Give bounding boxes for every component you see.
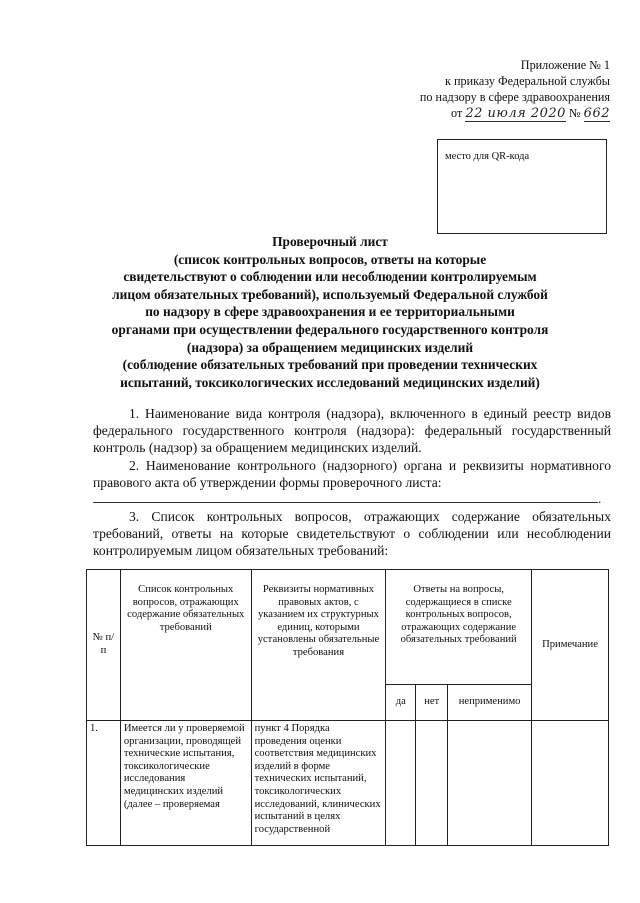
row-num: 1.: [87, 721, 121, 846]
item-2-paragraph: [93, 457, 611, 491]
header-not-applicable: неприменимо: [448, 685, 532, 721]
qr-box-label: место для QR-кода: [445, 151, 530, 162]
item-3-paragraph: [93, 508, 611, 560]
row-question: Имеется ли у проверяемой организации, проводящей технические испытания, токсикологические исследования медицинских изделий (далее – проверяемая: [120, 721, 251, 846]
handwritten-date: 22 июля 2020: [465, 106, 566, 121]
header-num: № п/п: [87, 570, 121, 721]
document-title: [60, 233, 600, 391]
title-line: органами при осуществлении федерального государственного контроля: [111, 321, 549, 337]
row-answer-not-applicable[interactable]: [448, 721, 532, 846]
from-label: от: [451, 106, 463, 120]
appendix-line-1: Приложение № 1: [520, 58, 610, 72]
title-line: (список контрольных вопросов, ответы на которые: [173, 251, 487, 267]
table-row: [87, 721, 609, 846]
appendix-line-3: по надзору в сфере здравоохранения: [419, 90, 610, 104]
item-3-text: 3. Список контрольных вопросов, отражающих содержание обязательных требований, ответы на которые свидетельствуют о соблюдении или несоблюдении контролируемым лицом обязательных требований:: [93, 509, 611, 559]
title-line: по надзору в сфере здравоохранения и ее территориальными: [145, 304, 515, 320]
row-note[interactable]: [532, 721, 609, 846]
checklist-table: [86, 569, 609, 846]
title-line: испытаний, токсикологических исследований медицинских изделий): [120, 374, 540, 390]
number-label: №: [568, 106, 581, 120]
title-line: (соблюдение обязательных требований при проведении технических: [122, 357, 538, 373]
qr-code-placeholder: [437, 139, 607, 234]
table-header-row: [87, 570, 609, 685]
header-answers: Ответы на вопросы, содержащиеся в списке контрольных вопросов, отражающих содержание обязательных требований: [386, 570, 532, 685]
title-line: свидетельствуют о соблюдении или несоблюдении контролируемым: [123, 269, 537, 285]
row-requisite: пункт 4 Порядка проведения оценки соответствия медицинских изделий в форме технических испытаний, токсикологических исследований, клинических испытаний в целях государственной: [251, 721, 386, 846]
handwritten-number: 662: [583, 106, 610, 121]
header-yes: да: [386, 685, 416, 721]
fill-in-line: [93, 502, 598, 503]
header-note: Примечание: [532, 570, 609, 721]
fill-line-period: .: [598, 491, 602, 506]
header-no: нет: [416, 685, 448, 721]
item-1-paragraph: [93, 405, 611, 457]
title-line: Проверочный лист: [272, 234, 388, 249]
title-line: (надзора) за обращением медицинских изделий: [186, 339, 474, 355]
appendix-line-2: к приказу Федеральной службы: [445, 74, 610, 88]
item-2-text: 2. Наименование контрольного (надзорного) органа и реквизиты нормативного правового акта об утверждении формы проверочного листа:: [93, 458, 611, 491]
row-answer-yes[interactable]: [386, 721, 416, 846]
title-line: лицом обязательных требований), используемый Федеральной службой: [112, 286, 548, 302]
appendix-date-line: [420, 105, 610, 122]
item-1-text: 1. Наименование вида контроля (надзора), включенного в единый реестр видов федерального государственного контроля (надзора): федеральный государственный контроль (надзор) за обращением медицинских изделий.: [93, 406, 611, 456]
header-questions: Список контрольных вопросов, отражающих содержание обязательных требований: [120, 570, 251, 721]
appendix-header: [420, 57, 610, 122]
row-answer-no[interactable]: [416, 721, 448, 846]
header-requisites: Реквизиты нормативных правовых актов, с указанием их структурных единиц, которыми установлены обязательные требования: [251, 570, 386, 721]
